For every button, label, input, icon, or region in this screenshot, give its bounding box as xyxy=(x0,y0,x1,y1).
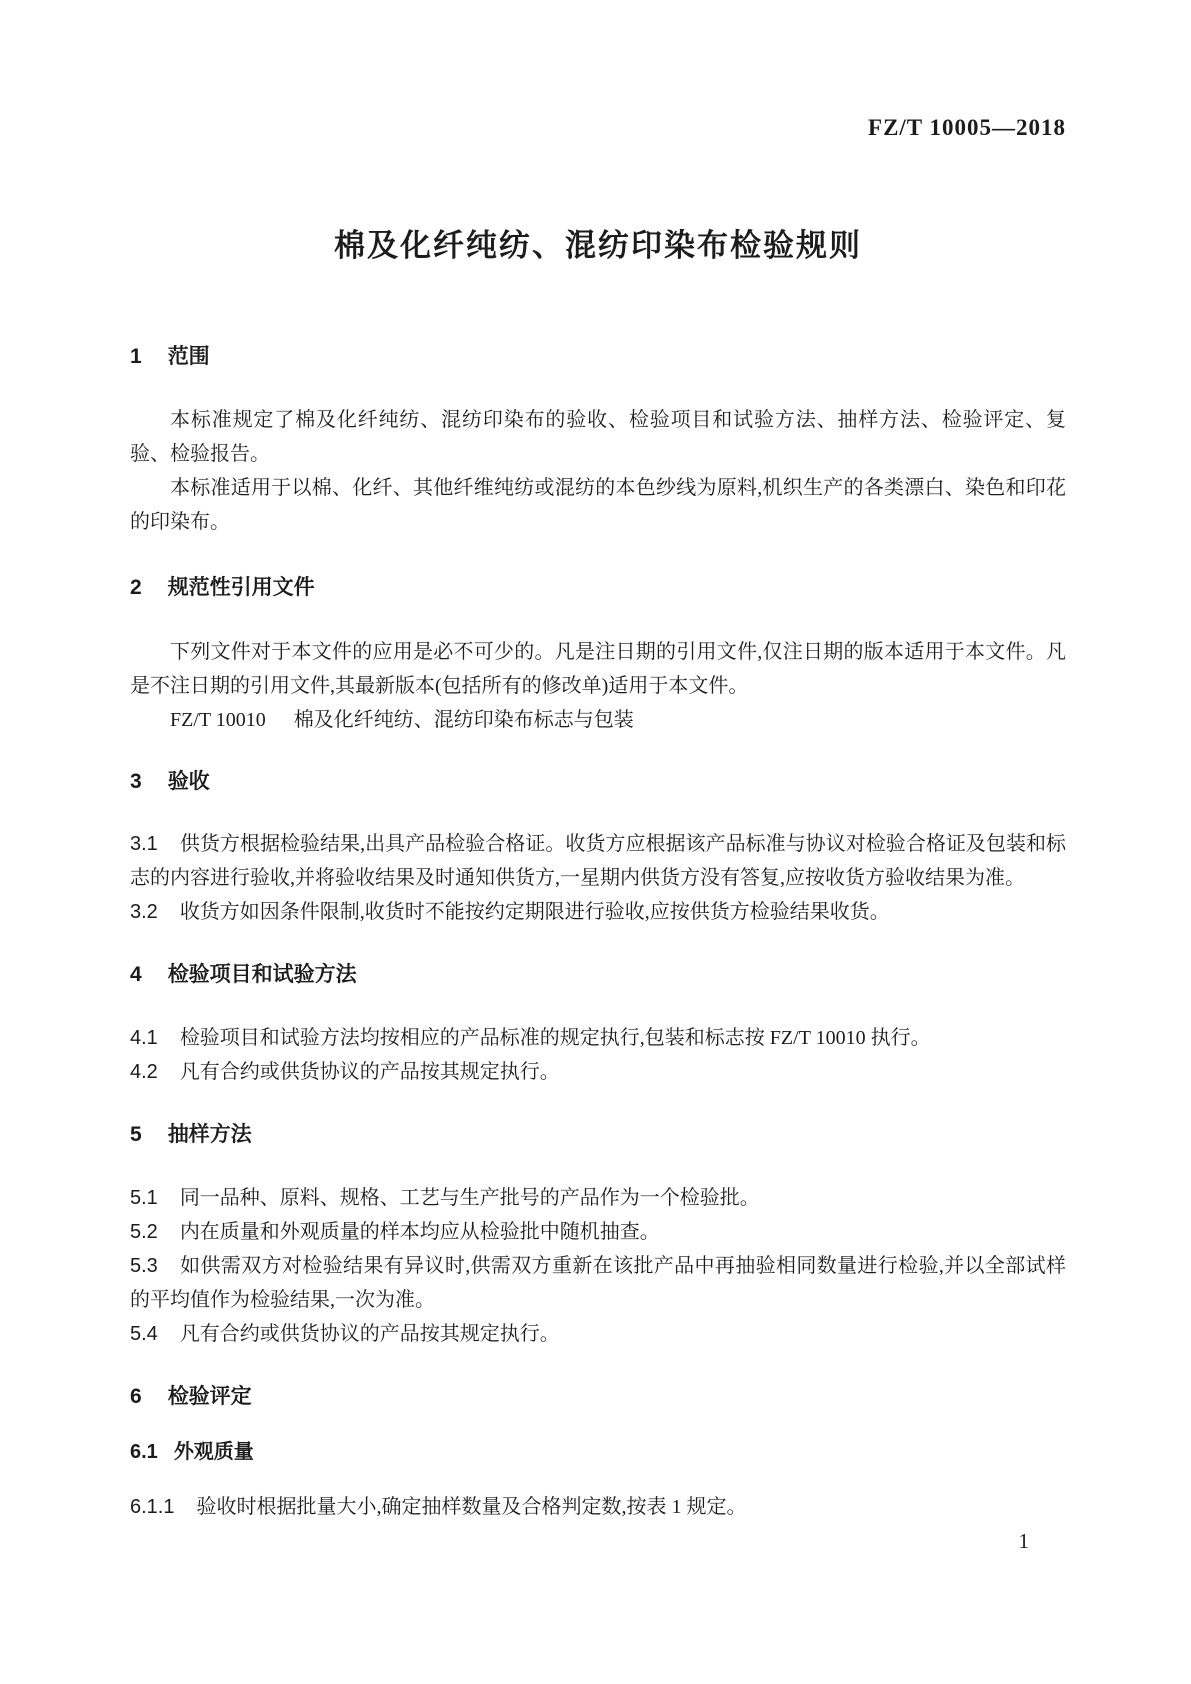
section-number: 2 xyxy=(130,576,142,599)
section-sampling-method xyxy=(130,1118,1066,1351)
reference-title: 棉及化纤纯纺、混纺印染布标志与包装 xyxy=(293,709,634,731)
clause-number: 4.2 xyxy=(130,1061,158,1083)
doc-code: FZ/T 10005—2018 xyxy=(868,115,1066,140)
section-inspection-evaluation xyxy=(130,1380,1066,1524)
clause xyxy=(130,827,1066,895)
body-paragraph: 本标准规定了棉及化纤纯纺、混纺印染布的验收、检验项目和试验方法、抽样方法、检验评定、复验、检验报告。 xyxy=(130,409,1066,465)
clause xyxy=(130,1055,1066,1089)
section-acceptance xyxy=(130,765,1066,929)
clause-number: 5.1 xyxy=(130,1187,158,1209)
section-heading xyxy=(130,1380,1066,1414)
clause-text: 验收时根据批量大小,确定抽样数量及合格判定数,按表 1 规定。 xyxy=(196,1496,747,1518)
section-heading xyxy=(130,571,1066,605)
document-title: 棉及化纤纯纺、混纺印染布检验规则 xyxy=(334,228,862,263)
section-title: 验收 xyxy=(167,770,210,793)
subsection-heading xyxy=(130,1435,1066,1469)
section-scope xyxy=(130,340,1066,539)
clause xyxy=(130,1317,1066,1351)
clause-number: 4.1 xyxy=(130,1027,158,1049)
section-number: 4 xyxy=(130,963,142,986)
section-normative-references xyxy=(130,571,1066,737)
subsection-number: 6.1 xyxy=(130,1441,158,1463)
section-title: 范围 xyxy=(167,345,210,368)
clause xyxy=(130,1249,1066,1317)
clause-text: 检验项目和试验方法均按相应的产品标准的规定执行,包装和标志按 FZ/T 10010 执行。 xyxy=(179,1027,931,1049)
section-number: 5 xyxy=(130,1123,142,1146)
clause-text: 凡有合约或供货协议的产品按其规定执行。 xyxy=(179,1323,560,1345)
page-number: 1 xyxy=(1018,1529,1029,1553)
clause-number: 3.2 xyxy=(130,901,158,923)
clause-text: 供货方根据检验结果,出具产品检验合格证。收货方应根据该产品标准与协议对检验合格证及包装和标志的内容进行验收,并将验收结果及时通知供货方,一星期内供货方没有答复,应按收货方验收结果为准。 xyxy=(130,833,1066,889)
section-number: 1 xyxy=(130,345,142,368)
clause-number: 5.3 xyxy=(130,1255,158,1277)
section-number: 6 xyxy=(130,1385,142,1408)
section-heading xyxy=(130,340,1066,374)
clause-text: 如供需双方对检验结果有异议时,供需双方重新在该批产品中再抽验相同数量进行检验,并以全部试样的平均值作为检验结果,一次为准。 xyxy=(130,1255,1066,1311)
clause-text: 收货方如因条件限制,收货时不能按约定期限进行验收,应按供货方检验结果收货。 xyxy=(179,901,890,923)
body-paragraph: 下列文件对于本文件的应用是必不可少的。凡是注日期的引用文件,仅注日期的版本适用于本文件。凡是不注日期的引用文件,其最新版本(包括所有的修改单)适用于本文件。 xyxy=(130,641,1066,697)
section-number: 3 xyxy=(130,770,142,793)
page-content xyxy=(0,114,1191,1524)
clause-number: 5.4 xyxy=(130,1323,158,1345)
section-title: 抽样方法 xyxy=(167,1123,252,1146)
clause-text: 凡有合约或供货协议的产品按其规定执行。 xyxy=(179,1061,560,1083)
subsection-title: 外观质量 xyxy=(173,1441,254,1463)
clause xyxy=(130,895,1066,929)
clause xyxy=(130,1181,1066,1215)
section-heading xyxy=(130,765,1066,799)
clause xyxy=(130,1215,1066,1249)
section-title: 检验项目和试验方法 xyxy=(167,963,357,986)
clause-number: 6.1.1 xyxy=(130,1496,175,1518)
clause xyxy=(130,1490,1066,1524)
reference-item xyxy=(130,703,1066,737)
section-test-items-methods xyxy=(130,958,1066,1089)
clause-number: 3.1 xyxy=(130,833,158,855)
section-heading xyxy=(130,1118,1066,1152)
clause-text: 内在质量和外观质量的样本均应从检验批中随机抽查。 xyxy=(179,1221,660,1243)
section-title: 规范性引用文件 xyxy=(167,576,315,599)
clause-text: 同一品种、原料、规格、工艺与生产批号的产品作为一个检验批。 xyxy=(179,1187,760,1209)
clause xyxy=(130,1021,1066,1055)
section-title: 检验评定 xyxy=(167,1385,252,1408)
reference-code: FZ/T 10010 xyxy=(170,709,266,731)
clause-number: 5.2 xyxy=(130,1221,158,1243)
body-paragraph: 本标准适用于以棉、化纤、其他纤维纯纺或混纺的本色纱线为原料,机织生产的各类漂白、染色和印花的印染布。 xyxy=(130,477,1066,533)
section-heading xyxy=(130,958,1066,992)
